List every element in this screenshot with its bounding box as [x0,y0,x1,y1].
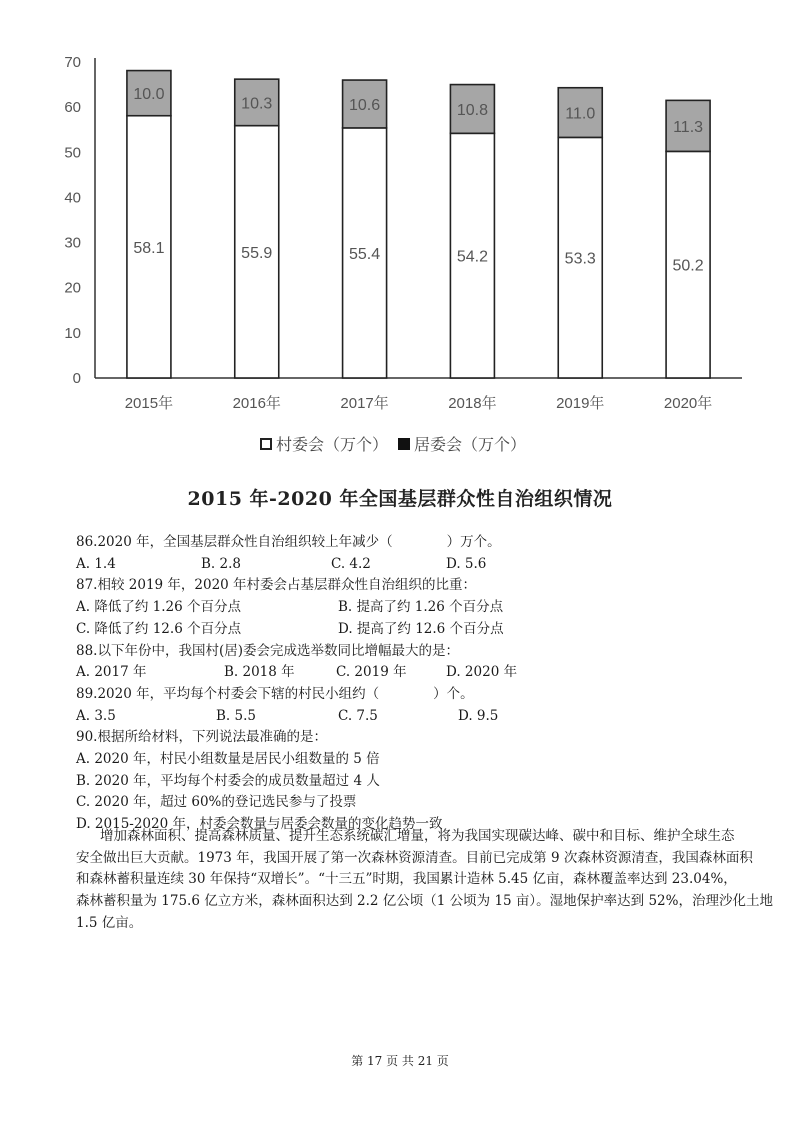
bar-value-label: 10.8 [456,101,488,119]
x-tick-label: 2015年 [124,395,174,412]
passage-line-3: 和森林蓄积量连续 30 年保持“双增长”。“十三五”时期，我国累计造林 5.45 亿亩，森林覆盖率达到 23.04%， [76,871,737,888]
option-90-a: A. 2020 年，村民小组数量是居民小组数量的 5 倍 [76,751,380,768]
bar-value-label: 53.3 [564,250,596,268]
bar-value-label: 10.3 [241,95,273,113]
legend-label-resident: 居委会（万个） [414,435,527,454]
y-tick-label: 70 [64,54,81,71]
option-88-a: A. 2017 年 [76,664,147,681]
y-tick-label: 50 [64,144,81,162]
bar-value-label: 11.3 [673,118,704,136]
question-90-stem: 90.根据所给材料，下列说法最准确的是： [76,729,327,746]
option-88-c: C. 2019 年 [336,664,407,681]
bar-value-label: 55.4 [349,245,381,263]
question-87-options-row2 [76,619,766,641]
chart-title: 2015 年-2020 年全国基层群众性自治组织情况 [187,488,613,510]
bar-value-label: 54.2 [456,248,488,266]
option-90-b: B. 2020 年，平均每个村委会的成员数量超过 4 人 [76,772,380,789]
x-tick-label: 2019年 [556,395,605,412]
y-tick-label: 10 [64,324,81,342]
y-tick-label: 40 [64,189,81,207]
question-86-stem: 86.2020 年，全国基层群众性自治组织较上年减少（ ）万个。 [76,534,501,550]
passage-line-1: 增加森林面积、提高森林质量、提升生态系统碳汇增量，将为我国实现碳达峰、碳中和目标、维护全球生态 [100,828,735,844]
legend-swatch-resident [398,438,410,450]
option-89-b: B. 5.5 [216,707,256,724]
passage [76,826,773,935]
x-tick-label: 2018年 [448,395,497,412]
passage-line-4: 森林蓄积量为 175.6 亿立方米，森林面积达到 2.2 亿公顷（1 公顷为 15 亩）。湿地保护率达到 52%，治理沙化土地 [76,893,773,910]
question-88-stem: 88.以下年份中，我国村(居)委会完成选举数同比增幅最大的是： [76,642,460,659]
question-89-options [76,706,766,728]
page-footer: 第 17 页 共 21 页 [351,1054,449,1068]
option-89-d: D. 9.5 [458,707,499,724]
passage-line-5: 1.5 亿亩。 [76,914,143,931]
option-87-a: A. 降低了约 1.26 个百分点 [76,599,241,616]
bar-value-label: 10.6 [349,96,381,114]
y-tick-label: 20 [64,279,81,297]
option-89-c: C. 7.5 [338,707,378,724]
question-87-stem: 87.相较 2019 年，2020 年村委会占基层群众性自治组织的比重： [76,577,477,594]
option-88-b: B. 2018 年 [224,664,295,681]
x-tick-label: 2020年 [663,395,713,412]
option-90-c: C. 2020 年，超过 60%的登记选民参与了投票 [76,794,357,811]
chart-legend [260,432,526,455]
option-86-c: C. 4.2 [331,555,371,572]
y-tick-label: 30 [64,234,81,252]
option-90-d: D. 2015-2020 年，村委会数量与居委会数量的变化趋势一致 [76,816,443,833]
x-tick-label: 2017年 [340,395,389,412]
question-89-stem: 89.2020 年，平均每个村委会下辖的村民小组约（ ）个。 [76,685,474,702]
bar-value-label: 50.2 [672,257,704,275]
chart-svg [0,0,800,420]
legend-swatch-village [260,438,272,450]
option-87-b: B. 提高了约 1.26 个百分点 [338,599,504,616]
question-87-options-row1 [76,597,766,619]
option-86-b: B. 2.8 [201,555,241,572]
passage-line-2: 安全做出巨大贡献。1973 年，我国开展了第一次森林资源清查。目前已完成第 9 次森林资源清查，我国森林面积 [76,849,753,866]
option-86-d: D. 5.6 [446,555,487,572]
y-tick-label: 0 [72,370,81,387]
bar-value-label: 11.0 [565,105,596,123]
question-block [76,532,766,836]
legend-label-village: 村委会（万个） [276,435,389,454]
bar-value-label: 10.0 [133,86,165,104]
option-87-d: D. 提高了约 12.6 个百分点 [338,620,504,637]
y-tick-label: 60 [64,99,81,117]
option-87-c: C. 降低了约 12.6 个百分点 [76,620,242,637]
question-86-options [76,554,766,576]
x-tick-label: 2016年 [232,395,281,412]
option-86-a: A. 1.4 [76,555,116,572]
stacked-bar-chart [0,0,800,470]
bar-value-label: 55.9 [241,244,273,262]
bar-value-label: 58.1 [133,239,165,257]
question-88-options [76,662,766,684]
option-89-a: A. 3.5 [76,707,116,724]
option-88-d: D. 2020 年 [446,664,518,681]
